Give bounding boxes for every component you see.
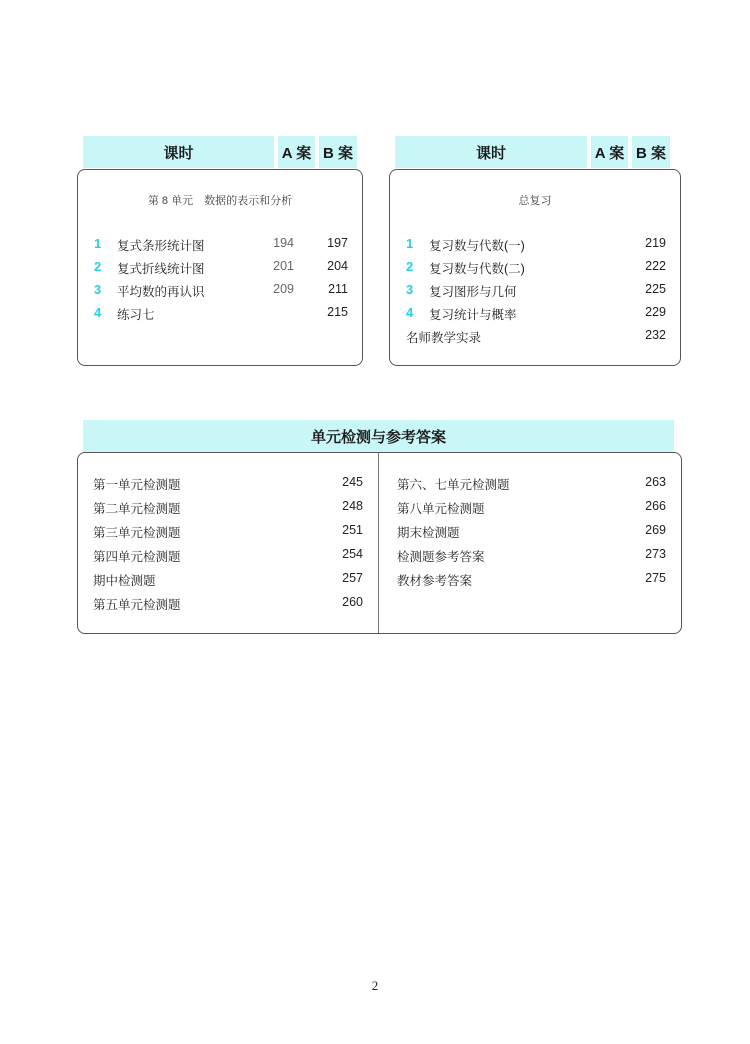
plan-a-header-label: A 案 [594, 144, 625, 162]
lesson-label: 复习数与代数(一) [429, 239, 525, 253]
lesson-label: 平均数的再认识 [117, 285, 205, 299]
lesson-number: 1 [94, 236, 102, 251]
lesson-label: 练习七 [117, 308, 155, 322]
plan-b-page: 204 [327, 259, 348, 273]
test-page: 266 [645, 499, 666, 513]
test-page: 248 [342, 499, 363, 513]
teaching-record-row[interactable] [406, 328, 666, 346]
plan-b-page: 197 [327, 236, 348, 250]
lesson-row[interactable] [406, 259, 666, 277]
tests-right-column [379, 453, 681, 633]
test-page: 263 [645, 475, 666, 489]
plan-b-header [319, 136, 357, 168]
lesson-label: 复式条形统计图 [117, 239, 205, 253]
plan-a-page: 194 [273, 236, 294, 250]
plan-b-page: 211 [328, 282, 348, 296]
test-row[interactable] [93, 523, 363, 541]
plan-b-page: 229 [645, 305, 666, 319]
lesson-number: 4 [406, 305, 414, 320]
lesson-header [395, 136, 587, 168]
lesson-number: 3 [406, 282, 414, 297]
page-number: 2 [371, 978, 379, 993]
tests-box [77, 452, 682, 634]
test-label: 期末检测题 [397, 526, 460, 540]
tests-left-column [78, 453, 378, 633]
lesson-number: 3 [94, 282, 102, 297]
test-label: 检测题参考答案 [397, 550, 485, 564]
test-page: 260 [342, 595, 363, 609]
test-label: 第四单元检测题 [93, 550, 181, 564]
lesson-label: 复习数与代数(二) [429, 262, 525, 276]
tests-section-title [83, 420, 674, 452]
test-row[interactable] [397, 547, 666, 565]
teaching-record-label: 名师教学实录 [406, 331, 482, 345]
test-row[interactable] [93, 475, 363, 493]
plan-b-header [632, 136, 670, 168]
test-page: 245 [342, 475, 363, 489]
test-row[interactable] [397, 499, 666, 517]
plan-b-header-label: B 案 [635, 144, 666, 162]
test-row[interactable] [397, 475, 666, 493]
test-label: 第六、七单元检测题 [397, 478, 510, 492]
lesson-row[interactable] [94, 282, 348, 300]
plan-a-header [278, 136, 315, 168]
right-table-box [389, 169, 681, 366]
test-page: 275 [645, 571, 666, 585]
plan-b-page: 219 [645, 236, 666, 250]
plan-a-header [591, 136, 628, 168]
tests-section-title-label: 单元检测与参考答案 [310, 428, 446, 446]
plan-b-page: 225 [645, 282, 666, 296]
test-row[interactable] [93, 571, 363, 589]
lesson-number: 2 [94, 259, 102, 274]
lesson-header-label: 课时 [163, 144, 194, 162]
lesson-label: 复习图形与几何 [429, 285, 517, 299]
lesson-header-label: 课时 [475, 144, 506, 162]
test-label: 第五单元检测题 [93, 598, 181, 612]
unit-title: 第 8 单元 数据的表示和分析 [147, 195, 293, 207]
test-page: 257 [342, 571, 363, 585]
unit-title: 总复习 [518, 195, 552, 207]
lesson-number: 2 [406, 259, 414, 274]
test-row[interactable] [397, 523, 666, 541]
test-row[interactable] [93, 499, 363, 517]
test-label: 教材参考答案 [397, 574, 473, 588]
left-table-box [77, 169, 363, 366]
test-label: 第八单元检测题 [397, 502, 485, 516]
teaching-record-page: 232 [645, 328, 666, 342]
lesson-label: 复式折线统计图 [117, 262, 205, 276]
left-table-header [83, 136, 357, 168]
plan-b-header-label: B 案 [322, 144, 353, 162]
lesson-row[interactable] [406, 282, 666, 300]
lesson-row[interactable] [94, 259, 348, 277]
lesson-number: 1 [406, 236, 414, 251]
lesson-label: 复习统计与概率 [429, 308, 517, 322]
test-row[interactable] [93, 547, 363, 565]
test-label: 期中检测题 [93, 574, 156, 588]
test-row[interactable] [93, 595, 363, 613]
test-page: 251 [342, 523, 363, 537]
plan-a-page: 201 [273, 259, 294, 273]
lesson-row[interactable] [406, 305, 666, 323]
test-page: 254 [342, 547, 363, 561]
lesson-row[interactable] [94, 305, 348, 323]
lesson-row[interactable] [94, 236, 348, 254]
test-page: 269 [645, 523, 666, 537]
plan-a-page: 209 [273, 282, 294, 296]
plan-a-header-label: A 案 [281, 144, 312, 162]
plan-b-page: 215 [327, 305, 348, 319]
lesson-header [83, 136, 274, 168]
lesson-number: 4 [94, 305, 102, 320]
test-row[interactable] [397, 571, 666, 589]
test-label: 第一单元检测题 [93, 478, 181, 492]
test-label: 第三单元检测题 [93, 526, 181, 540]
plan-b-page: 222 [645, 259, 666, 273]
test-page: 273 [645, 547, 666, 561]
test-label: 第二单元检测题 [93, 502, 181, 516]
right-table-header [395, 136, 670, 168]
lesson-row[interactable] [406, 236, 666, 254]
